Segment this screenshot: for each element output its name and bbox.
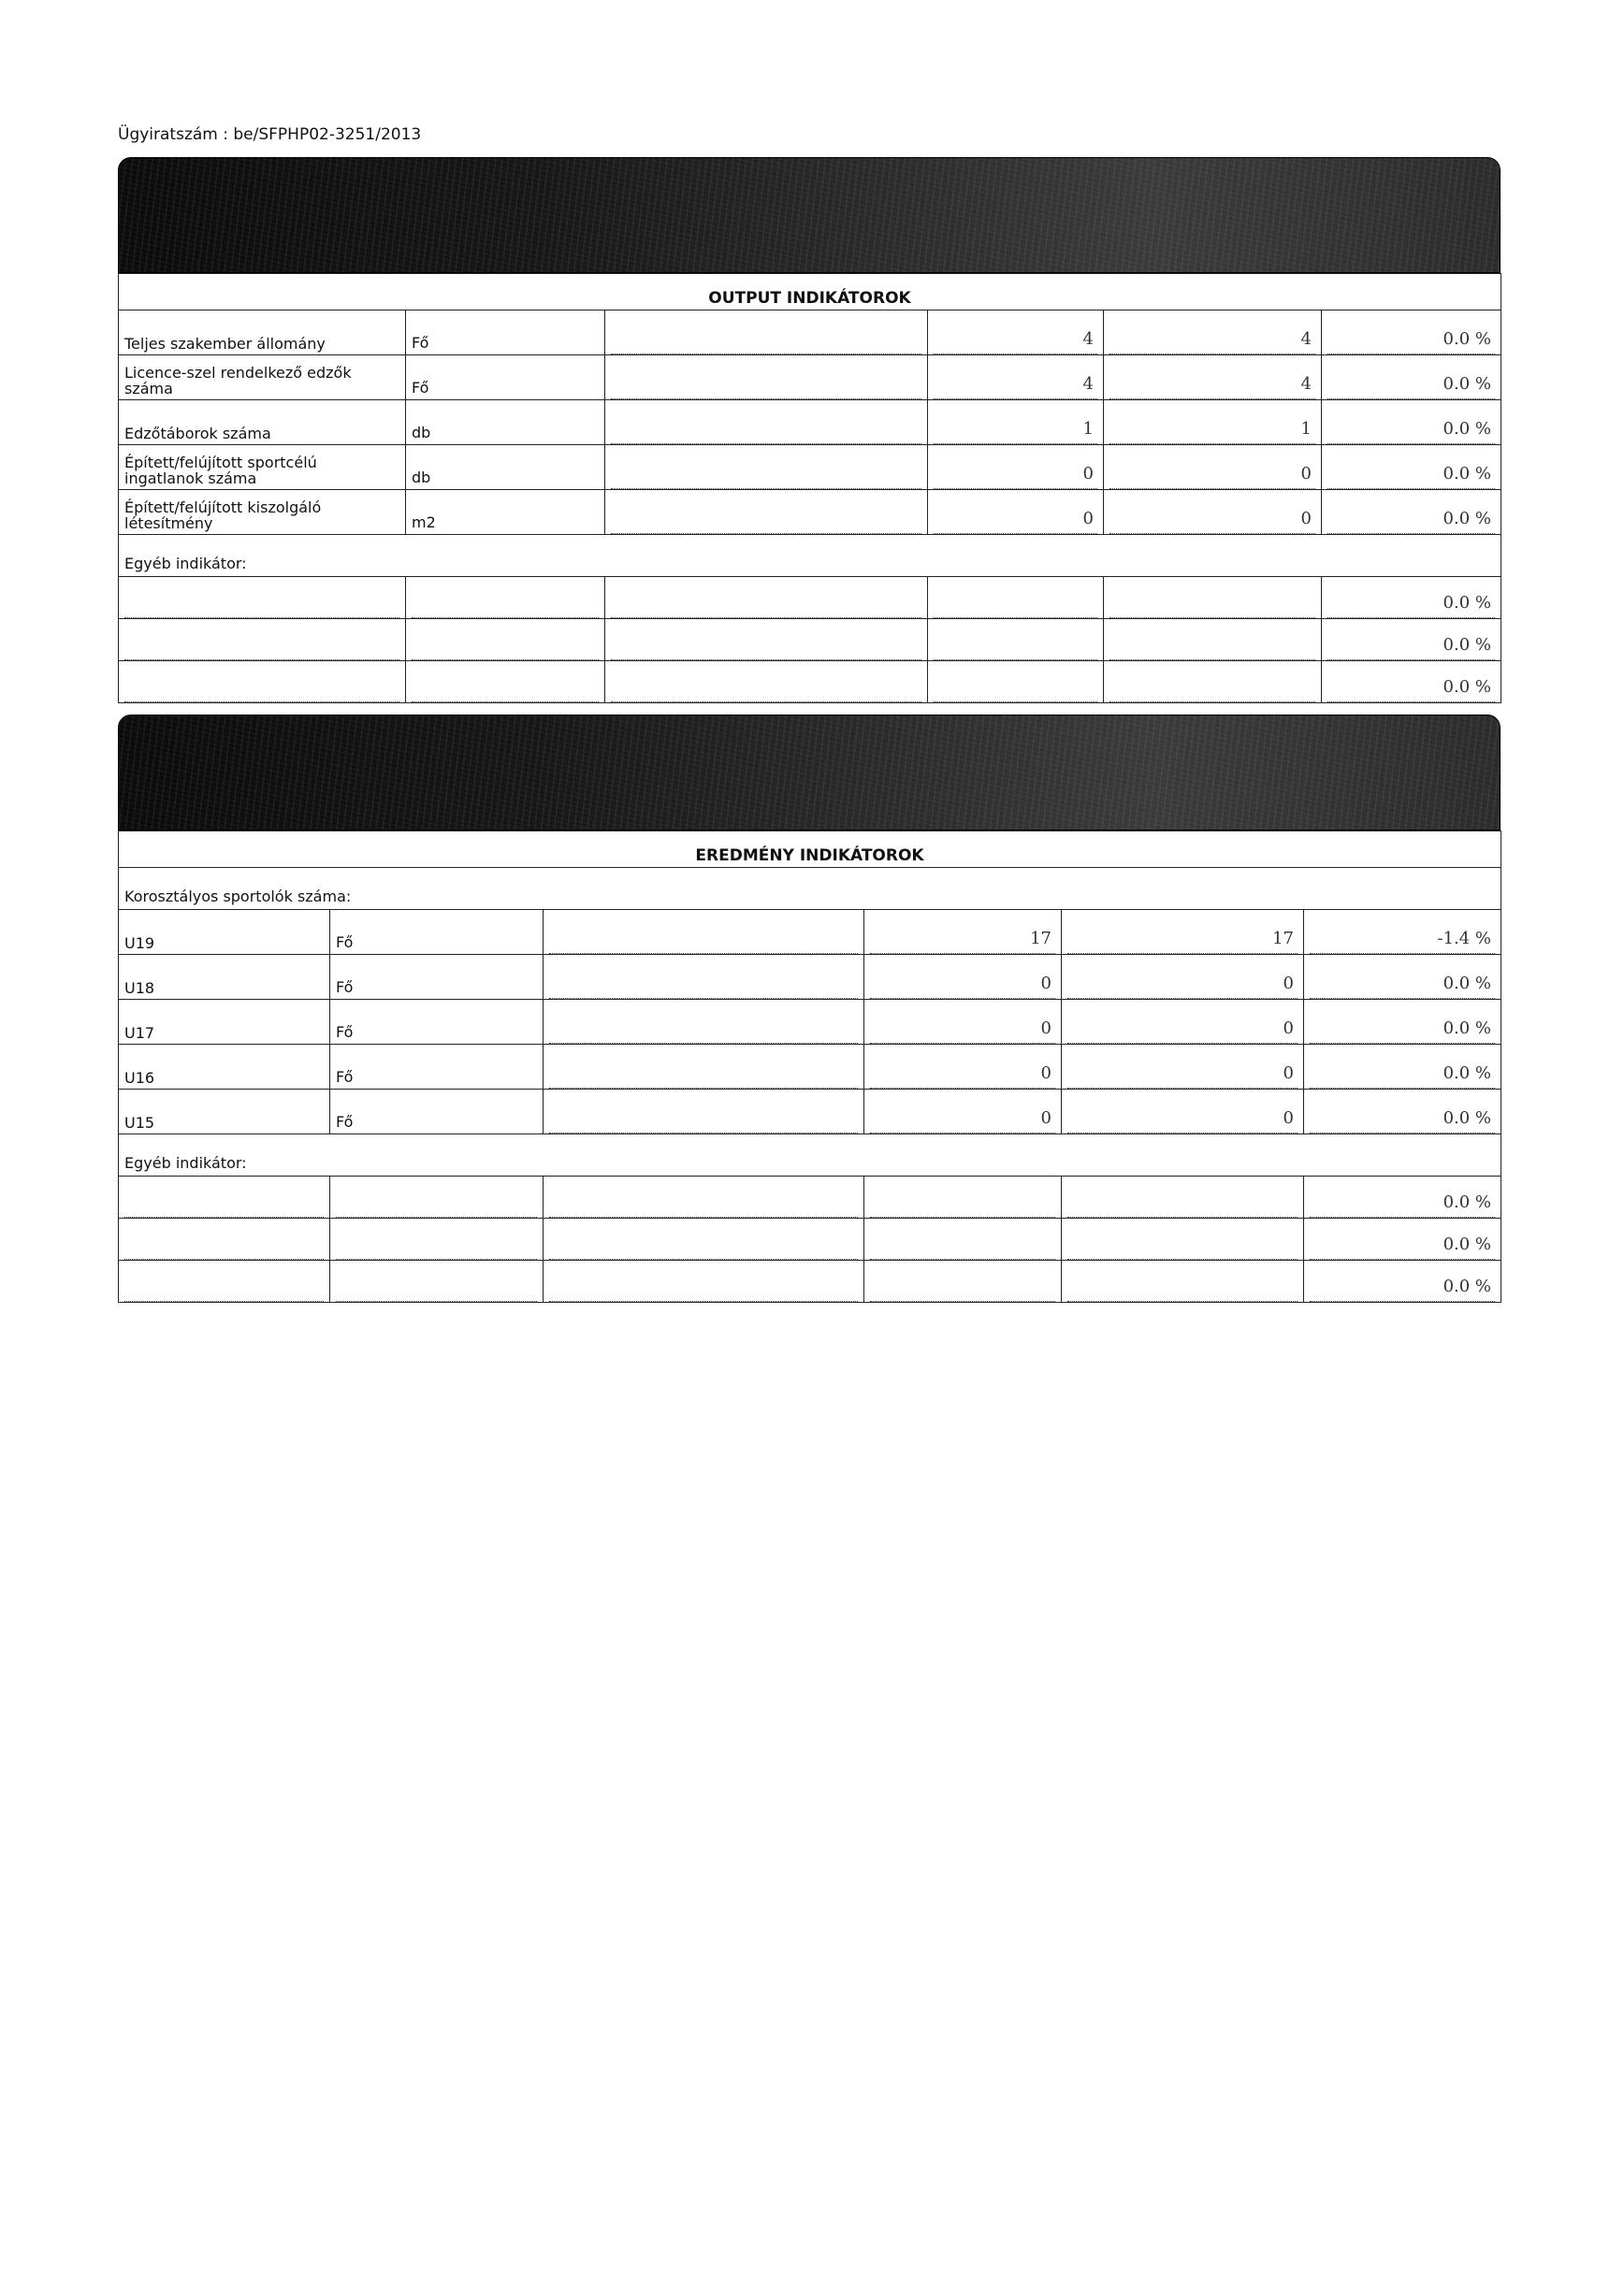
value-percent: -1.4 % [1310,925,1495,954]
blank-field [549,1273,858,1302]
output-other-indicator-row [119,661,1501,703]
blank-field [934,631,1097,660]
value-target: 0 [1067,1105,1298,1134]
blank-field [870,1231,1055,1260]
indicator-label: U15 [124,1114,155,1132]
value-percent: 0.0 % [1327,370,1495,399]
value-percent: 0.0 % [1310,1015,1495,1044]
result-indicators-table [118,830,1501,1303]
blank-field [549,1060,858,1089]
blank-field [412,631,599,660]
blank-field [549,1189,858,1218]
blank-field [611,673,921,702]
value-percent: 0.0 % [1310,1105,1495,1134]
redacted-header-block [118,157,1501,273]
value-percent: 0.0 % [1327,589,1495,618]
redacted-header-block [118,715,1501,830]
result-other-indicator-row [119,1261,1501,1303]
blank-field [124,631,399,660]
blank-field [124,1273,324,1302]
indicator-unit: Fő [336,1113,354,1131]
indicator-label: Épített/felújított kiszolgáló létesítmény [124,498,322,532]
output-other-indicator-row [119,577,1501,619]
value-percent: 0.0 % [1310,1189,1495,1218]
output-indicator-row [119,310,1501,355]
blank-field [611,415,921,444]
blank-field [412,673,599,702]
indicator-label: Épített/felújított sportcélú ingatlanok száma [124,454,317,487]
indicator-label: U16 [124,1069,155,1087]
blank-field [611,325,921,354]
indicator-unit: db [412,424,431,441]
indicator-label: U17 [124,1024,155,1042]
blank-field [124,1189,324,1218]
value-start: 4 [934,370,1097,399]
value-start: 0 [870,1105,1055,1134]
blank-field [549,970,858,999]
value-target: 1 [1109,415,1315,444]
output-indicator-row [119,490,1501,535]
value-start: 0 [870,1060,1055,1089]
blank-field [336,1189,537,1218]
result-other-indicator-row [119,1219,1501,1261]
indicator-unit: Fő [412,334,429,352]
indicator-unit: Fő [336,978,354,996]
blank-field [549,925,858,954]
document-id: Ügyiratszám : be/SFPHP02-3251/2013 [118,125,422,144]
result-indicators-section [118,715,1501,1303]
output-indicators-table [118,273,1501,703]
indicator-unit: db [412,469,431,486]
blank-field [336,1231,537,1260]
indicator-unit: Fő [412,379,429,397]
value-percent: 0.0 % [1310,1231,1495,1260]
indicator-unit: Fő [336,933,354,951]
blank-field [1109,589,1315,618]
result-indicator-row [119,1090,1501,1134]
blank-field [549,1231,858,1260]
result-title: EREDMÉNY INDIKÁTOROK [119,831,1501,868]
blank-field [870,1189,1055,1218]
blank-field [549,1015,858,1044]
indicator-unit: Fő [336,1023,354,1041]
indicator-label: Licence-szel rendelkező edzők száma [124,364,352,397]
value-percent: 0.0 % [1310,1273,1495,1302]
blank-field [124,673,399,702]
blank-field [124,589,399,618]
output-indicator-row [119,445,1501,490]
value-start: 0 [934,505,1097,534]
value-start: 1 [934,415,1097,444]
value-start: 17 [870,925,1055,954]
result-other-indicator-row [119,1177,1501,1219]
indicator-unit: Fő [336,1068,354,1086]
blank-field [1109,673,1315,702]
value-start: 0 [870,970,1055,999]
value-percent: 0.0 % [1327,415,1495,444]
blank-field [1067,1273,1298,1302]
output-indicator-row [119,400,1501,445]
blank-field [1109,631,1315,660]
value-percent: 0.0 % [1327,460,1495,489]
indicator-label: U19 [124,934,155,952]
blank-field [934,589,1097,618]
blank-field [611,589,921,618]
blank-field [934,673,1097,702]
blank-field [611,505,921,534]
value-percent: 0.0 % [1310,1060,1495,1089]
value-target: 0 [1067,1060,1298,1089]
indicator-label: Edzőtáborok száma [124,425,271,442]
value-target: 0 [1067,1015,1298,1044]
result-indicator-row [119,955,1501,1000]
result-other-indicator-label: Egyéb indikátor: [119,1134,1501,1177]
blank-field [611,370,921,399]
blank-field [611,460,921,489]
age-group-label: Korosztályos sportolók száma: [119,868,1501,910]
value-percent: 0.0 % [1327,505,1495,534]
result-indicator-row [119,910,1501,955]
value-target: 4 [1109,370,1315,399]
result-indicator-row [119,1045,1501,1090]
value-percent: 0.0 % [1310,970,1495,999]
output-other-indicator-row [119,619,1501,661]
blank-field [336,1273,537,1302]
blank-field [611,631,921,660]
value-percent: 0.0 % [1327,631,1495,660]
value-percent: 0.0 % [1327,325,1495,354]
value-start: 0 [934,460,1097,489]
value-percent: 0.0 % [1327,673,1495,702]
blank-field [549,1105,858,1134]
blank-field [1067,1231,1298,1260]
output-indicators-section [118,157,1501,703]
blank-field [870,1273,1055,1302]
output-indicator-row [119,355,1501,400]
blank-field [124,1231,324,1260]
value-start: 0 [870,1015,1055,1044]
value-target: 0 [1067,970,1298,999]
indicator-label: Teljes szakember állomány [124,335,326,353]
output-title: OUTPUT INDIKÁTOROK [119,274,1501,310]
value-target: 17 [1067,925,1298,954]
value-target: 0 [1109,460,1315,489]
indicator-label: U18 [124,979,155,997]
indicator-unit: m2 [412,513,436,531]
result-indicator-row [119,1000,1501,1045]
value-start: 4 [934,325,1097,354]
value-target: 4 [1109,325,1315,354]
blank-field [1067,1189,1298,1218]
output-other-indicator-label: Egyéb indikátor: [119,535,1501,577]
value-target: 0 [1109,505,1315,534]
blank-field [412,589,599,618]
